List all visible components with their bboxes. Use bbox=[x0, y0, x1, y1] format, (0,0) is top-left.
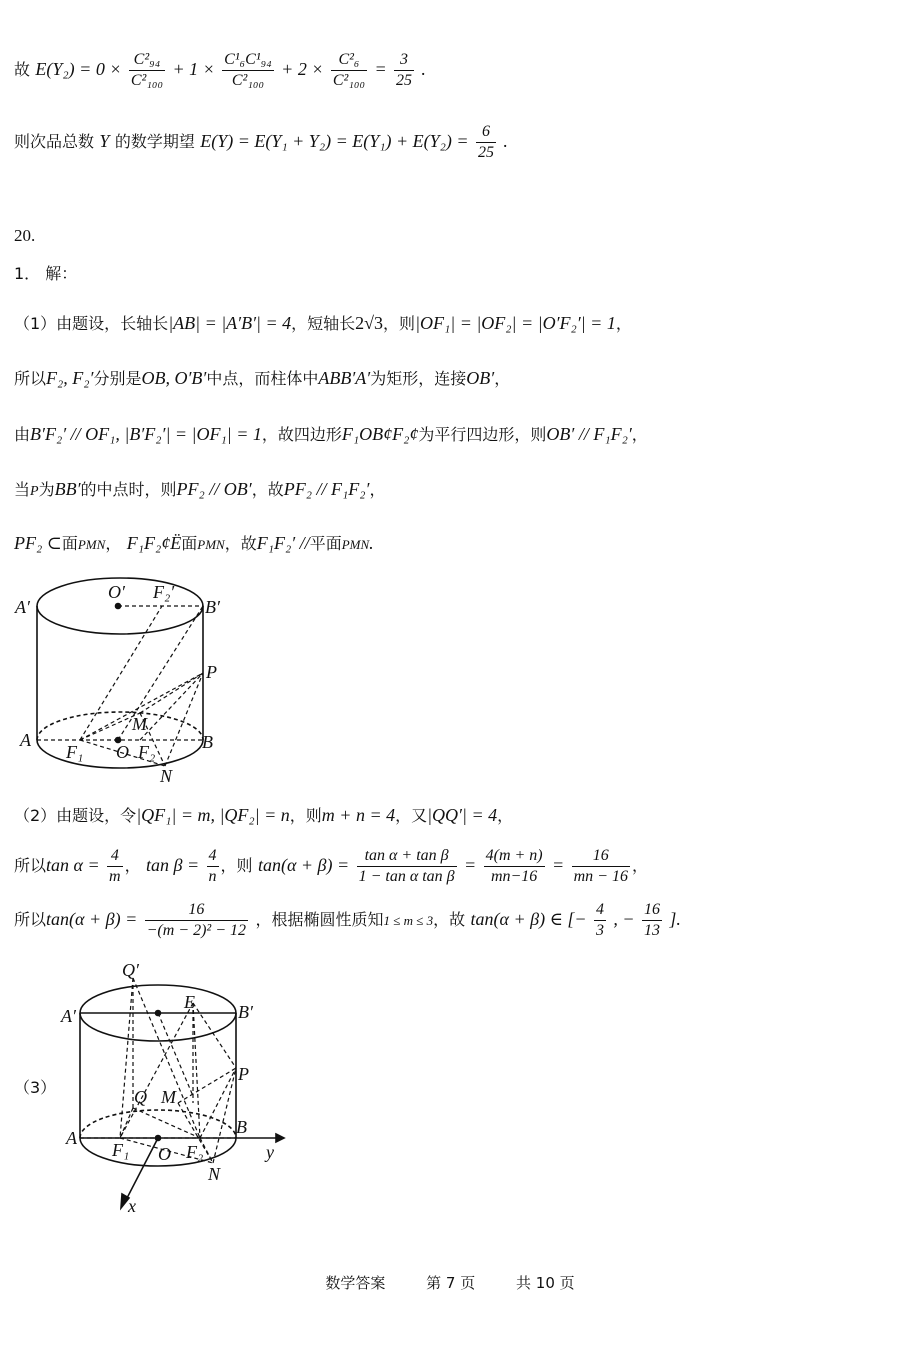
label-B: B bbox=[202, 732, 213, 752]
footer-total: 共 10 页 bbox=[516, 1274, 575, 1292]
part3-label: （3） bbox=[14, 1078, 57, 1097]
fraction: $\frac{\text{C²₉₄}}{\text{C²₁₀₀}}$ bbox=[130, 51, 164, 89]
label-F2: F₂ bbox=[186, 1142, 204, 1162]
part1-line5: PF₂ ⊂面PMN， F₁F₂¢Ë面PMN，故F₁F₂′ //平面PMN. bbox=[14, 533, 374, 553]
footer-page: 第 7 页 bbox=[426, 1274, 476, 1292]
question-number: 20. bbox=[14, 226, 36, 245]
part1-line1: （1）由题设，长轴长|AB| = |A′B′| = 4，短轴长2√3，则|OF₁| = |OF₂| = |O′F₂′| = 1， bbox=[14, 313, 632, 333]
cylinder-figure-2 bbox=[58, 958, 298, 1218]
solution-label: 1． 解： bbox=[14, 264, 78, 283]
x-axis bbox=[126, 1138, 158, 1200]
formula: + 2 × bbox=[281, 59, 324, 79]
part1-line2: 所以F₂, F₂′分别是OB, O′B′中点，而柱体中ABB′A′为矩形，连接OB′， bbox=[14, 368, 511, 388]
text: 故 bbox=[14, 60, 31, 79]
footer-subject: 数学答案 bbox=[325, 1274, 386, 1292]
expectation-y2-line: 故 E(Y₂) = 0 × $\frac{\text{C²₉₄}}{\text{C²₁₀₀}}$ + 1 × $\frac{\text{C¹₆C¹₉₄}}{\text{C²₁₀₀}}$ + 2 × $\frac{\text{C²₆}}{\text{C²₁₀₀}}$ = $\frac{3}{25}$ . bbox=[14, 51, 426, 89]
label-E: E bbox=[184, 992, 195, 1012]
label-O: O bbox=[116, 742, 129, 762]
label-A: A bbox=[20, 730, 31, 750]
part2-line3: 所以tan(α + β) = $\frac{16}{\text{−(m − 2)² − 12}}$ ，根据椭圆性质知1 ≤ m ≤ 3，故 tan(α + β) ∈ [− $\frac{4}{3}$ , − $\frac{16}{13}$ ]. bbox=[14, 901, 681, 939]
label-N: N bbox=[160, 766, 173, 786]
part2-line2: 所以tan α = $\frac{4}{m}$ ， tan β = $\frac{4}{n}$ ，则 tan(α + β) = $\frac{\text{tan α + tan β}}{\text{1 − tan α tan β}}$ = $\frac{4(m + n)}{mn-16}$ = $\frac{16}{mn - 16}$ ， bbox=[14, 847, 648, 885]
label-B1: B′ bbox=[205, 597, 220, 617]
label-A1: A′ bbox=[61, 1006, 76, 1026]
label-B: B bbox=[236, 1117, 247, 1137]
center-dot-bottom bbox=[156, 1136, 161, 1141]
label-O: O bbox=[158, 1144, 171, 1164]
expectation-y-line: 则次品总数 Y 的数学期望 E(Y) = E(Y₁ + Y₂) = E(Y₁) + E(Y₂) = $\frac{6}{25}$ . bbox=[14, 123, 508, 161]
bottom-back-arc bbox=[80, 1110, 236, 1138]
formula: E(Y₂) = 0 × bbox=[35, 59, 122, 79]
center-dot-top bbox=[156, 1011, 161, 1016]
label-N: N bbox=[208, 1164, 221, 1184]
part2-line1: （2）由题设，令|QF₁| = m, |QF₂| = n，则m + n = 4，又|QQ′| = 4， bbox=[14, 805, 514, 825]
cylinder-figure-1 bbox=[10, 568, 250, 788]
label-y: y bbox=[266, 1142, 274, 1162]
part1-line3: 由B′F₂′ // OF₁, |B′F₂′| = |OF₁| = 1，故四边形F₁OB¢F₂¢为平行四边形，则OB′ // F₁F₂′， bbox=[14, 424, 648, 444]
formula: + 1 × bbox=[172, 59, 215, 79]
bottom-back-arc bbox=[37, 712, 203, 740]
label-A: A bbox=[66, 1128, 77, 1148]
formula: = bbox=[374, 59, 387, 79]
result-fraction: $\frac{3}{25}$ bbox=[396, 51, 412, 89]
label-M: M bbox=[132, 714, 147, 734]
label-B1: B′ bbox=[238, 1002, 253, 1022]
label-Q: Q bbox=[134, 1087, 147, 1107]
fraction: $\frac{\text{C²₆}}{\text{C²₁₀₀}}$ bbox=[332, 51, 366, 89]
label-F2: F₂ bbox=[138, 742, 156, 762]
label-M: M bbox=[161, 1087, 176, 1107]
center-dot-top bbox=[116, 604, 121, 609]
part1-line4: 当P为BB′的中点时，则PF₂ // OB′，故PF₂ // F₁F₂′， bbox=[14, 479, 386, 499]
label-x: x bbox=[128, 1196, 136, 1216]
label-F1: F₁ bbox=[112, 1140, 130, 1160]
label-P: P bbox=[206, 662, 217, 682]
fraction: $\frac{\text{C¹₆C¹₉₄}}{\text{C²₁₀₀}}$ bbox=[224, 51, 272, 89]
label-A1: A′ bbox=[15, 597, 30, 617]
label-F1: F₁ bbox=[66, 742, 84, 762]
label-O1: O′ bbox=[108, 582, 125, 602]
label-P: P bbox=[238, 1064, 249, 1084]
page-footer bbox=[0, 1272, 900, 1293]
y-axis-arrow bbox=[276, 1134, 284, 1142]
label-Q1: Q′ bbox=[122, 960, 139, 980]
label-F21: F₂′ bbox=[153, 582, 175, 602]
result-fraction: $\frac{6}{25}$ bbox=[477, 123, 494, 161]
